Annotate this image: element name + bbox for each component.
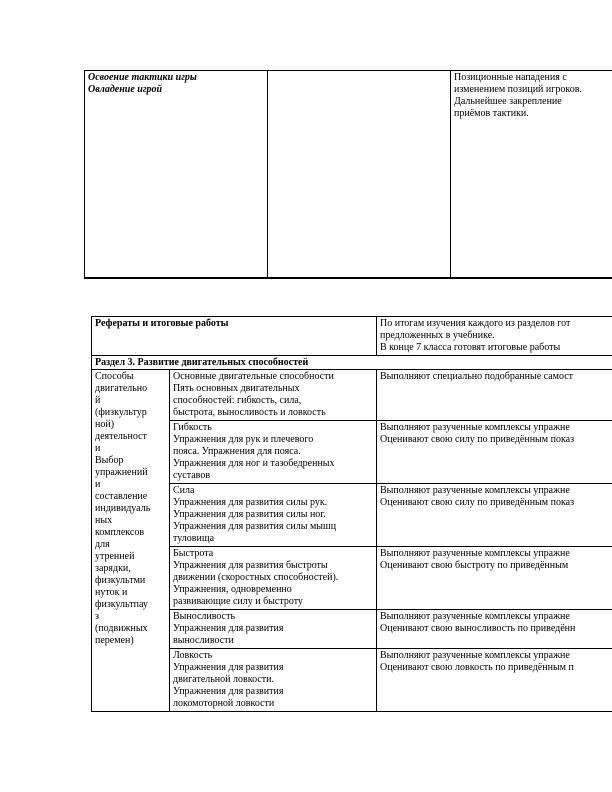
table-row <box>92 370 612 421</box>
activity-cell <box>377 484 612 547</box>
methods-line: Выбор <box>95 455 124 466</box>
ability-line: Упражнения для развития <box>173 623 284 634</box>
table-row <box>92 484 612 547</box>
ability-line: Быстрота <box>173 548 214 559</box>
methods-line: для <box>95 539 110 550</box>
motor-abilities-table <box>91 316 612 712</box>
table-row <box>85 71 612 279</box>
tactics-topic-line: Овладение игрой <box>88 84 163 95</box>
methods-line: упражнений <box>95 467 148 478</box>
activity-cell <box>377 421 612 484</box>
activity-line: Оценивают свою ловкость по приведённым п <box>380 662 574 673</box>
activity-line: Выполняют разученные комплексы упражне <box>380 650 570 661</box>
methods-line: нуток и <box>95 587 128 598</box>
section-title: Раздел 3. Развитие двигательных способностей <box>92 356 612 370</box>
ability-cell <box>170 421 377 484</box>
table-row <box>92 421 612 484</box>
ability-line: Упражнения для развития силы ног. <box>173 509 326 520</box>
ability-line: локомоторной ловкости <box>173 698 275 709</box>
activity-line: Оценивают свою выносливость по приведённ <box>380 623 576 634</box>
activity-line: Выполняют разученные комплексы упражне <box>380 422 570 433</box>
ability-line: Упражнения для развития быстроты <box>173 560 328 571</box>
ability-line: Упражнения для развития <box>173 662 284 673</box>
ability-line: развивающие силу и быстроту <box>173 596 303 607</box>
methods-line: Способы <box>95 371 134 382</box>
methods-line: (физкультур <box>95 407 147 418</box>
ability-line: способностей: гибкость, сила, <box>173 395 302 406</box>
tactics-description-line: изменением позиций игроков. <box>454 84 582 95</box>
ability-line: туловища <box>173 533 215 544</box>
ability-line: движении (скоростных способностей). <box>173 572 339 583</box>
ability-line: двигательной ловкости. <box>173 674 274 685</box>
reports-description-cell <box>377 317 612 356</box>
activity-cell <box>377 370 612 421</box>
table-row <box>92 356 612 370</box>
ability-line: Упражнения для ног и тазобедренных <box>173 458 335 469</box>
methods-line: комплексов <box>95 527 145 538</box>
tactics-table <box>84 70 612 279</box>
ability-line: Сила <box>173 485 195 496</box>
table-row <box>92 547 612 610</box>
activity-line: Выполняют разученные комплексы упражне <box>380 548 570 559</box>
methods-line: физкультпау <box>95 599 148 610</box>
ability-line: Гибкость <box>173 422 212 433</box>
methods-line: физкультми <box>95 575 146 586</box>
reports-header-cell: Рефераты и итоговые работы <box>92 317 377 356</box>
tactics-description-line: Позиционные нападения с <box>454 72 567 83</box>
methods-line: й <box>95 395 101 406</box>
methods-line: (подвижных <box>95 623 148 634</box>
activity-line: Оценивают свою силу по приведённым показ <box>380 497 575 508</box>
ability-line: Ловкость <box>173 650 213 661</box>
methods-line: ной) <box>95 419 115 430</box>
table-row <box>92 649 612 712</box>
tactics-description-line: Дальнейшее закрепление <box>454 96 562 107</box>
methods-line: двигательно <box>95 383 148 394</box>
ability-line: быстрота, выносливость и ловкость <box>173 407 326 418</box>
ability-line: Упражнения для развития <box>173 686 284 697</box>
ability-line: Пять основных двигательных <box>173 383 300 394</box>
tactics-topic-cell <box>85 71 268 279</box>
reports-description-line: предложенных в учебнике. <box>380 330 495 341</box>
methods-line: зарядки, <box>95 563 131 574</box>
activity-line: Оценивают свою силу по приведённым показ <box>380 434 575 445</box>
methods-line: и <box>95 479 101 490</box>
tactics-description-cell <box>451 71 612 279</box>
ability-cell <box>170 547 377 610</box>
ability-cell <box>170 370 377 421</box>
activity-line: Выполняют разученные комплексы упражне <box>380 485 570 496</box>
methods-cell <box>92 370 170 712</box>
ability-line: выносливости <box>173 635 234 646</box>
reports-description-line: По итогам изучения каждого из разделов гот <box>380 318 571 329</box>
table-row <box>92 610 612 649</box>
methods-line: и <box>95 443 101 454</box>
ability-line: Выносливость <box>173 611 236 622</box>
tactics-topic-line: Освоение тактики игры <box>88 72 197 83</box>
activity-cell <box>377 610 612 649</box>
table-row <box>92 317 612 356</box>
methods-line: ных <box>95 515 113 526</box>
ability-cell <box>170 649 377 712</box>
ability-line: Основные двигательные способности <box>173 371 334 382</box>
activity-line: Выполняют разученные комплексы упражне <box>380 611 570 622</box>
ability-cell <box>170 610 377 649</box>
methods-line: индивидуаль <box>95 503 151 514</box>
ability-line: Упражнения для развития силы рук. <box>173 497 328 508</box>
methods-line: утренней <box>95 551 135 562</box>
activity-cell <box>377 547 612 610</box>
ability-line: суставов <box>173 470 211 481</box>
ability-line: пояса. Упражнения для пояса. <box>173 446 301 457</box>
methods-line: з <box>95 611 99 622</box>
activity-line: Выполняют специально подобранные самост <box>380 371 574 382</box>
ability-line: Упражнения, одновременно <box>173 584 292 595</box>
activity-cell <box>377 649 612 712</box>
tactics-description-line: приёмов тактики. <box>454 108 529 119</box>
ability-cell <box>170 484 377 547</box>
reports-description-line: В конце 7 класса готовят итоговые работы <box>380 342 561 353</box>
methods-line: перемен) <box>95 635 134 646</box>
ability-line: Упражнения для развития силы мышц <box>173 521 337 532</box>
methods-line: деятельност <box>95 431 147 442</box>
ability-line: Упражнения для рук и плечевого <box>173 434 314 445</box>
activity-line: Оценивают свою быстроту по приведённым <box>380 560 569 571</box>
empty-cell <box>268 71 451 279</box>
methods-line: составление <box>95 491 148 502</box>
